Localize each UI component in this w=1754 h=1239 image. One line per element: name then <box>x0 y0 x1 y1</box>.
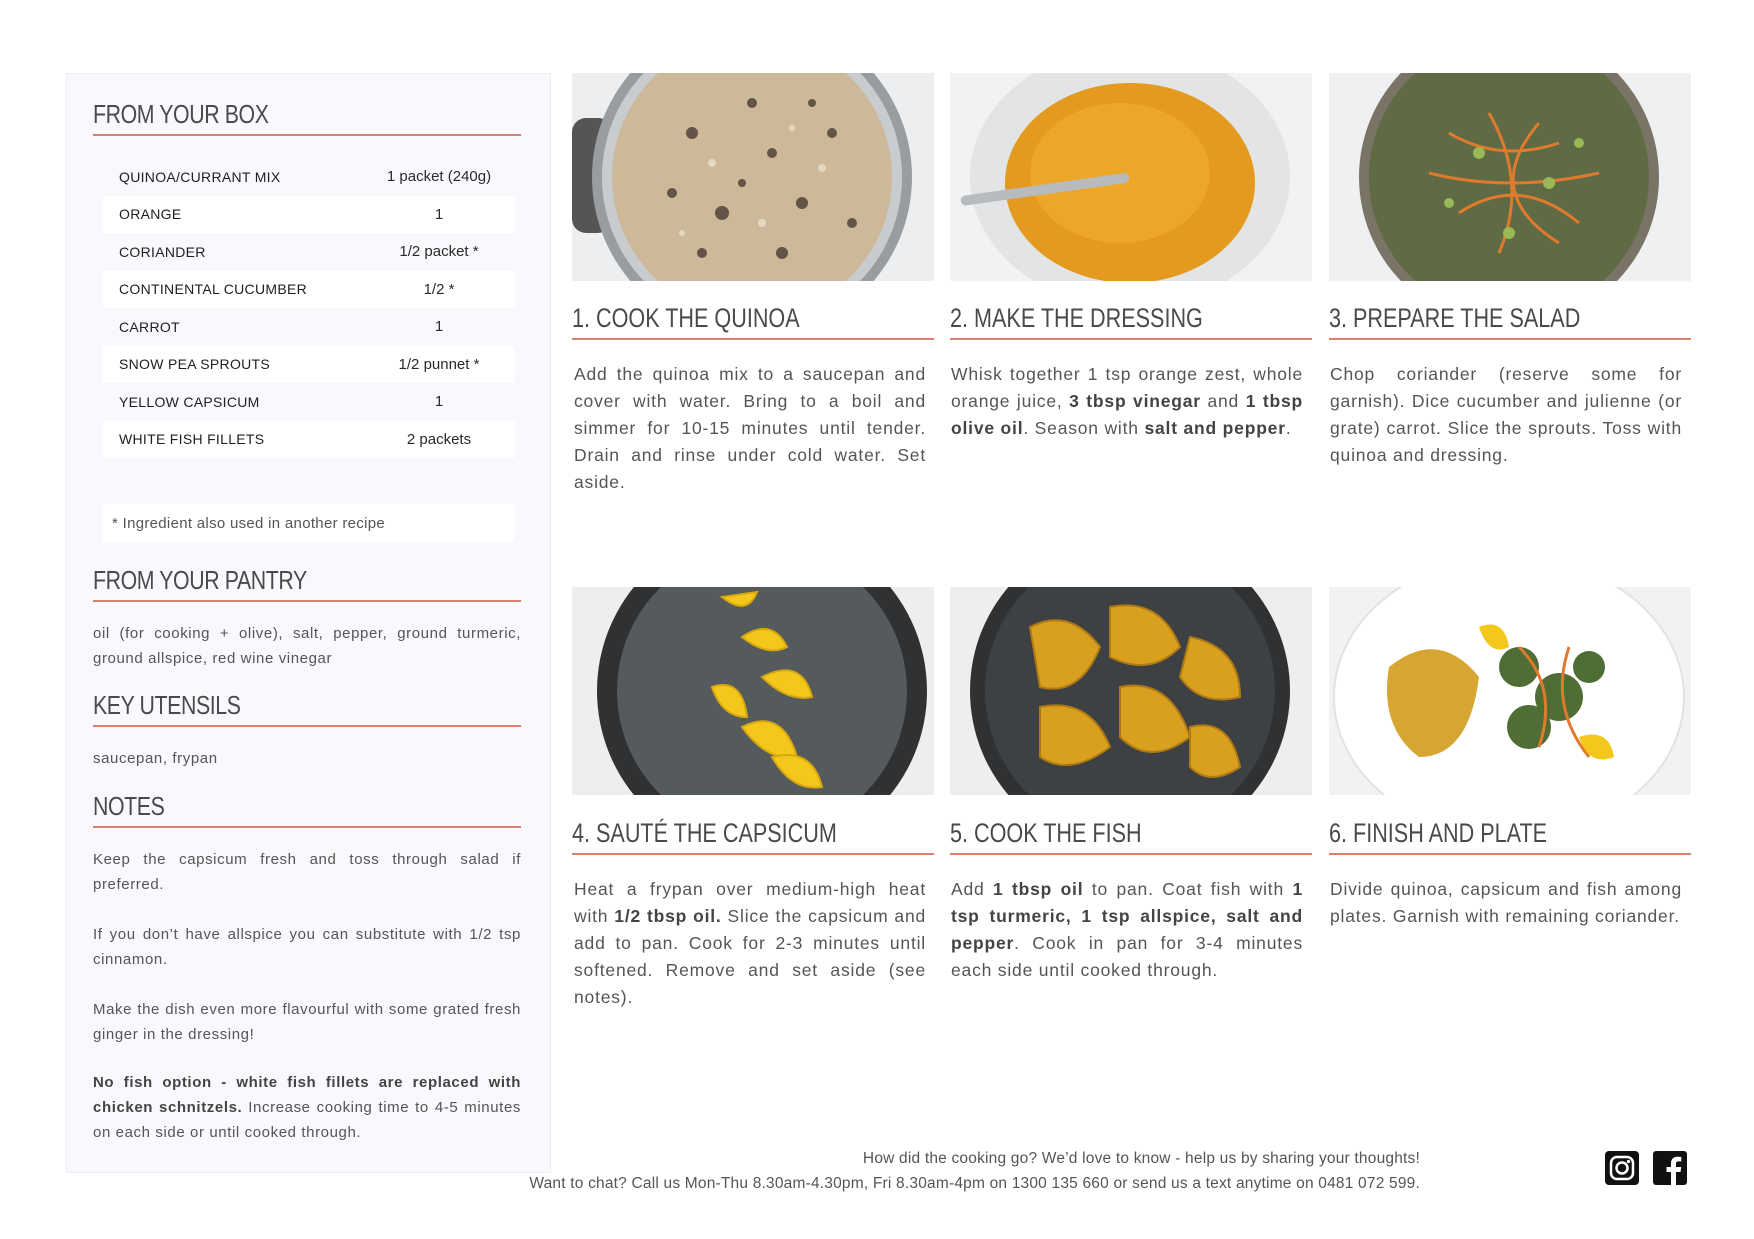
step-5-text <box>951 876 1303 984</box>
step-1-text <box>574 361 926 496</box>
facebook-icon[interactable] <box>1652 1150 1688 1186</box>
ingredient-footnote: * Ingredient also used in another recipe <box>103 504 515 542</box>
step-6-title: 6. FINISH AND PLATE <box>1329 818 1691 855</box>
footer-chat-line: Want to chat? Call us Mon-Thu 8.30am-4.30pm, Fri 8.30am-4pm on 1300 135 660 or send us a text anytime on 0481 072 599. <box>529 1175 1420 1192</box>
step-1-photo <box>572 73 934 281</box>
step-6-text <box>1330 876 1682 930</box>
from-your-box-title: FROM YOUR BOX <box>93 100 521 136</box>
ingredient-name: CONTINENTAL CUCUMBER <box>119 281 308 298</box>
ingredient-name: WHITE FISH FILLETS <box>119 431 265 448</box>
step-2-photo <box>950 73 1312 281</box>
ingredient-quantity: 1 <box>434 205 444 223</box>
ingredient-name: QUINOA/CURRANT MIX <box>119 168 281 185</box>
step-5-title: 5. COOK THE FISH <box>950 818 1312 855</box>
step-4-photo <box>572 587 934 795</box>
step-text-part: and <box>1200 391 1246 411</box>
ingredient-quantity: 1/2 * <box>423 280 455 298</box>
ingredient-quantity: 1/2 packet * <box>399 243 479 261</box>
ingredient-quantity: 1 <box>434 318 444 336</box>
ingredients-panel <box>66 73 551 1173</box>
step-6-photo <box>1329 587 1691 795</box>
ingredient-row <box>103 158 515 196</box>
notes-title: NOTES <box>93 792 521 828</box>
ingredient-name: ORANGE <box>119 206 182 223</box>
step-text-part: Add <box>951 879 993 899</box>
note-3: Make the dish even more flavourful with some grated fresh ginger in the dressing! <box>93 1001 521 1043</box>
utensils-text: saucepan, frypan <box>93 750 218 767</box>
step-3-text <box>1330 361 1682 469</box>
ingredient-quantity: 2 packets <box>406 430 472 448</box>
footer-contact <box>529 1146 1420 1196</box>
ingredient-row <box>103 346 515 384</box>
ingredient-row <box>103 271 515 309</box>
step-text-part: Divide quinoa, capsicum and fish among plates. Garnish with remaining coriander. <box>1330 879 1682 926</box>
step-text-bold: 1 tbsp oil <box>993 879 1084 899</box>
ingredient-name: CARROT <box>119 318 180 335</box>
note-4 <box>93 1070 521 1145</box>
ingredient-name: YELLOW CAPSICUM <box>119 393 260 410</box>
step-text-part: . Cook in pan for 3-4 minutes each side until cooked through. <box>951 933 1303 980</box>
instagram-icon[interactable] <box>1604 1150 1640 1186</box>
note-1: Keep the capsicum fresh and toss through salad if preferred. <box>93 851 521 893</box>
step-text-bold: salt and pepper <box>1144 418 1286 438</box>
step-3-photo <box>1329 73 1691 281</box>
note-4-rest: Increase cooking time to 4-5 minutes on each side or until cooked through. <box>93 1099 521 1141</box>
step-2-title: 2. MAKE THE DRESSING <box>950 303 1312 340</box>
step-text-part: Whisk together 1 tsp orange zest, whole orange juice, <box>951 364 1303 411</box>
ingredient-row <box>103 383 515 421</box>
step-3-title: 3. PREPARE THE SALAD <box>1329 303 1691 340</box>
from-your-pantry-title: FROM YOUR PANTRY <box>93 566 521 602</box>
ingredient-quantity: 1 packet (240g) <box>386 168 492 186</box>
pantry-text: oil (for cooking + olive), salt, pepper, ground turmeric, ground allspice, red wine vinegar <box>93 625 521 667</box>
ingredient-row <box>103 233 515 271</box>
key-utensils-title: KEY UTENSILS <box>93 691 521 727</box>
step-text-bold: 1/2 tbsp oil. <box>614 906 722 926</box>
step-4-title: 4. SAUTÉ THE CAPSICUM <box>572 818 934 855</box>
step-text-part: Slice the capsicum and add to pan. Cook for 2-3 minutes until softened. Remove and set aside (see notes). <box>574 906 927 1007</box>
step-text-part: to pan. Coat fish with <box>1083 879 1293 899</box>
step-2-text <box>951 361 1303 442</box>
step-text-part: . <box>1285 418 1292 438</box>
ingredient-table <box>103 158 515 458</box>
step-text-part: Heat a frypan over medium-high heat with <box>574 879 926 926</box>
step-text-part: . Season with <box>1023 418 1145 438</box>
step-5-photo <box>950 587 1312 795</box>
ingredient-row <box>103 421 515 459</box>
step-text-part: Add the quinoa mix to a saucepan and cover with water. Bring to a boil and simmer for 10-15 minutes until tender. Drain and rinse under cold water. Set aside. <box>574 364 926 492</box>
ingredient-quantity: 1 <box>434 393 444 411</box>
step-4-text <box>574 876 926 1011</box>
ingredient-row <box>103 308 515 346</box>
step-text-bold: 3 tbsp vinegar <box>1069 391 1201 411</box>
note-4-bold: No fish option - white fish fillets are replaced with chicken schnitzels. <box>93 1074 521 1116</box>
footer-feedback-line: How did the cooking go? We’d love to know - help us by sharing your thoughts! <box>862 1150 1420 1167</box>
ingredient-row <box>103 196 515 234</box>
ingredient-name: CORIANDER <box>119 243 206 260</box>
step-text-bold: 1 tsp turmeric, 1 tsp allspice, salt and pepper <box>951 879 1304 953</box>
note-2: If you don’t have allspice you can substitute with 1/2 tsp cinnamon. <box>93 926 521 968</box>
step-1-title: 1. COOK THE QUINOA <box>572 303 934 340</box>
step-text-part: Chop coriander (reserve some for garnish). Dice cucumber and julienne (or grate) carrot. Slice the sprouts. Toss with quinoa and dressing. <box>1330 364 1682 465</box>
step-text-bold: 1 tbsp olive oil <box>951 391 1303 438</box>
ingredient-quantity: 1/2 punnet * <box>398 355 480 373</box>
ingredient-name: SNOW PEA SPROUTS <box>119 356 271 373</box>
